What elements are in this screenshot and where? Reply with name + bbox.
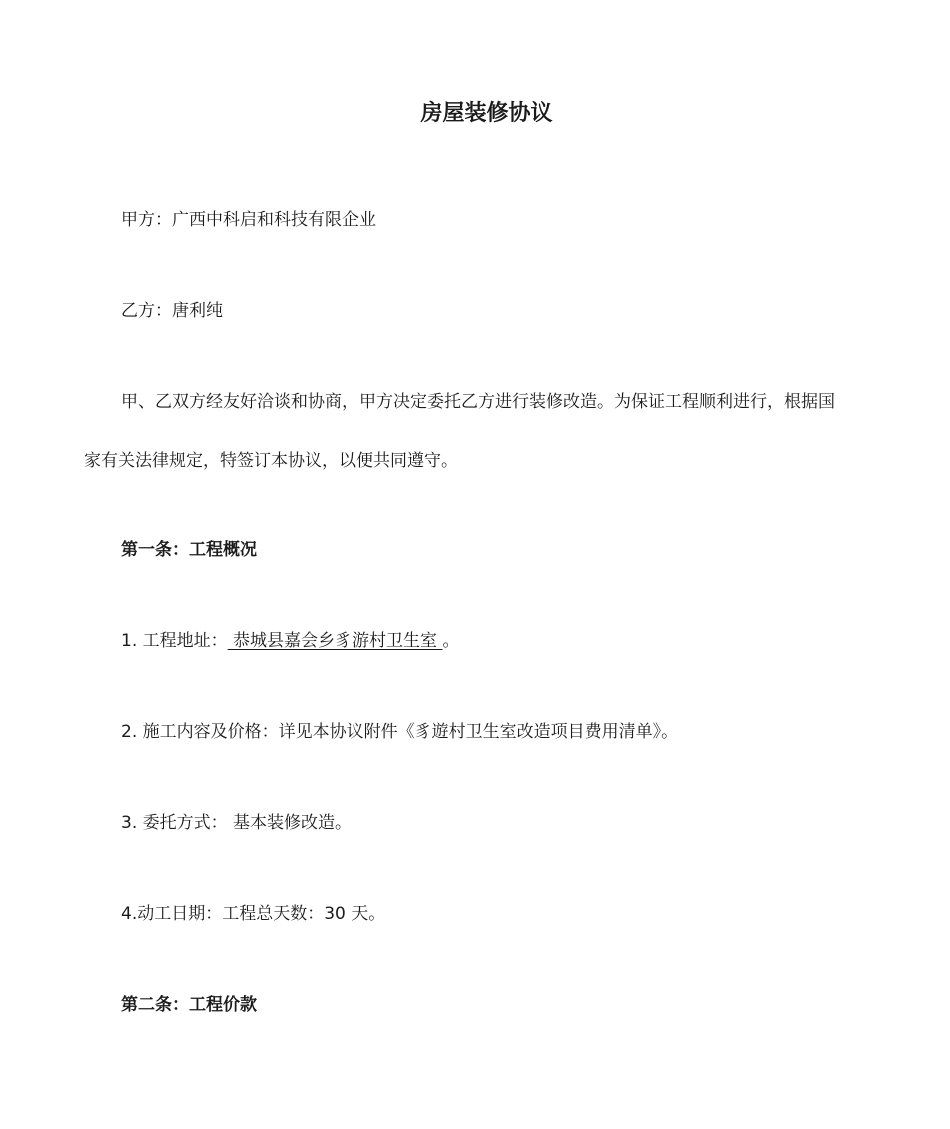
section-2-heading: 第二条：工程价款 <box>121 995 257 1015</box>
section-1-heading: 第一条：工程概况 <box>121 540 257 560</box>
party-a-line: 甲方：广西中科启和科技有限企业 <box>121 210 376 230</box>
document-title: 房屋装修协议 <box>420 101 553 126</box>
party-b-line: 乙方：唐利纯 <box>121 301 223 321</box>
item-2-construction-content: 2. 施工内容及价格：详见本协议附件《豸遊村卫生室改造项目费用清单》。 <box>121 722 679 742</box>
item-1-project-address <box>121 630 459 652</box>
item-1-address-value: 恭城县嘉会乡豸游村卫生室 <box>227 631 443 651</box>
intro-paragraph-line-1: 甲、乙双方经友好洽谈和协商，甲方决定委托乙方进行装修改造。为保证工程顺利进行，根据国 <box>121 392 835 412</box>
item-4-start-date: 4.动工日期：工程总天数：30 天。 <box>121 904 386 924</box>
item-1-label: 1. 工程地址： <box>121 631 228 651</box>
intro-paragraph-line-2: 家有关法律规定，特签订本协议，以便共同遵守。 <box>84 451 458 471</box>
item-1-suffix: 。 <box>442 631 460 651</box>
item-3-commission-method: 3. 委托方式： 基本装修改造。 <box>121 813 353 833</box>
